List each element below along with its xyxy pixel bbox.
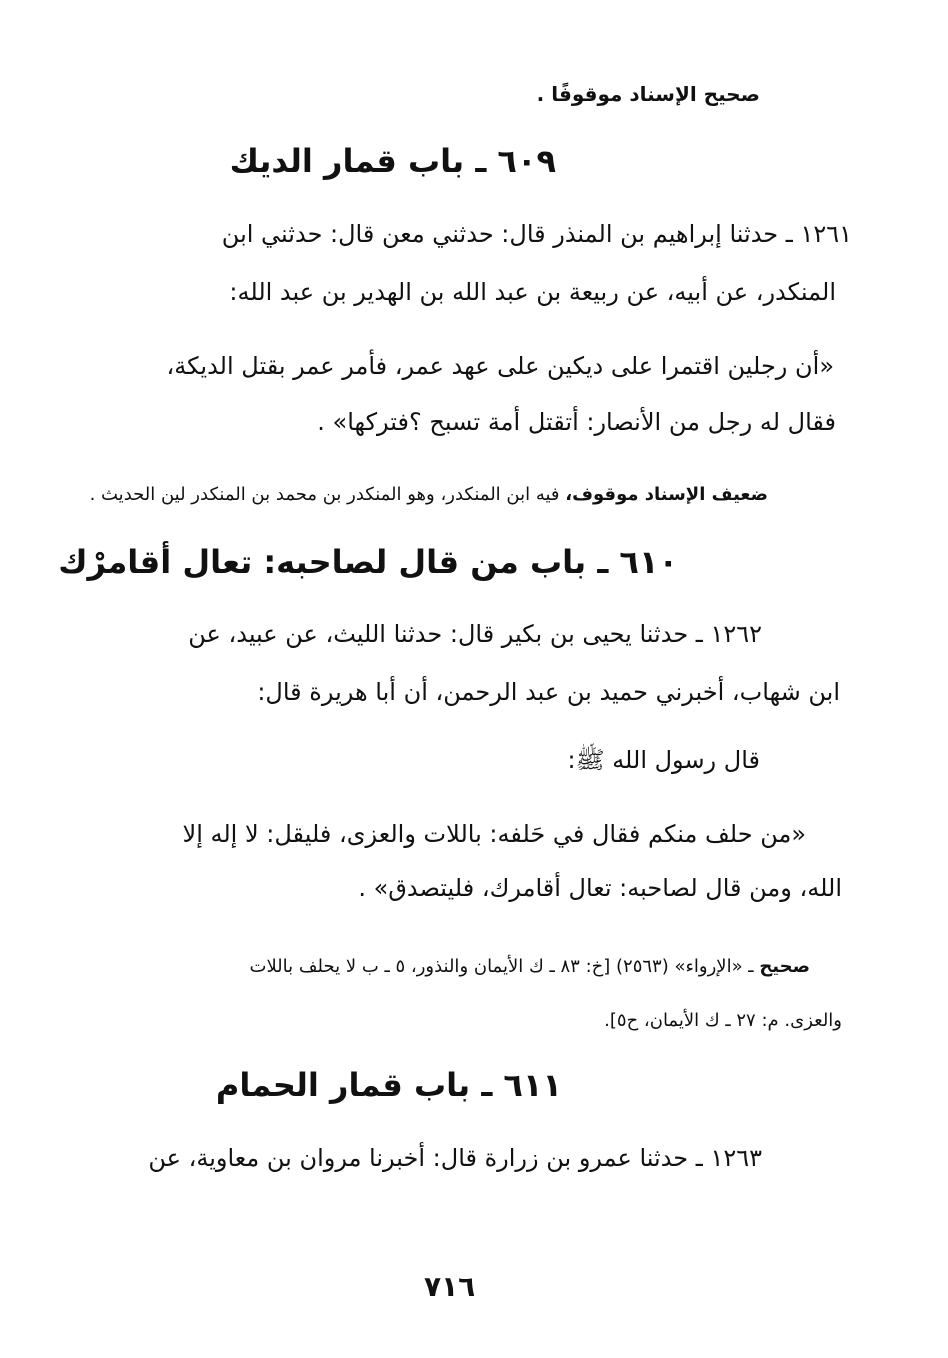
hadith-1261-line-1: ١٢٦١ ـ حدثنا إبراهيم بن المنذر قال: حدثني معن قال: حدثني ابن [221, 220, 852, 248]
hadith-1261-grading [90, 484, 768, 506]
grading-label: ضعيف الإسناد موقوف، [565, 484, 768, 505]
hadith-1262-line-2: ابن شهاب، أخبرني حميد بن عبد الرحمن، أن أبا هريرة قال: [257, 678, 840, 706]
hadith-1262-grading-line-2: والعزى. م: ٢٧ ـ ك الأيمان، ح٥]. [604, 1010, 842, 1031]
hadith-1262-matn-line-2: الله، ومن قال لصاحبه: تعال أقامرك، فليتصدق» . [358, 874, 842, 902]
hadith-1262-grading-line-1 [250, 956, 811, 978]
grading-line-previous: صحيح الإسناد موقوفًا . [536, 82, 760, 106]
chapter-heading-609: ٦٠٩ ـ باب قمار الديك [229, 142, 556, 180]
hadith-1261-matn-line-1: «أن رجلين اقتمرا على ديكين على عهد عمر، فأمر عمر بقتل الديكة، [166, 352, 834, 380]
hadith-1263-line-1: ١٢٦٣ ـ حدثنا عمرو بن زرارة قال: أخبرنا مروان بن معاوية، عن [148, 1144, 762, 1172]
hadith-1262-line-3: قال رسول الله ﷺ: [567, 746, 760, 774]
hadith-1261-line-2: المنكدر، عن أبيه، عن ربيعة بن عبد الله بن الهدير بن عبد الله: [229, 278, 836, 306]
grading-label: صحيح [759, 956, 810, 977]
page-number: ٧١٦ [424, 1270, 476, 1303]
grading-comment: فيه ابن المنكدر، وهو المنكدر بن محمد بن المنكدر لين الحديث . [89, 484, 566, 505]
chapter-heading-611: ٦١١ ـ باب قمار الحمام [215, 1066, 562, 1104]
hadith-1262-line-1: ١٢٦٢ ـ حدثنا يحيى بن بكير قال: حدثنا الليث، عن عبيد، عن [188, 620, 762, 648]
hadith-1262-matn-line-1: «من حلف منكم فقال في حَلفه: باللات والعزى، فليقل: لا إله إلا [182, 820, 806, 848]
chapter-heading-610: ٦١٠ ـ باب من قال لصاحبه: تعال أقامرْك [58, 543, 678, 581]
grading-comment: ـ «الإرواء» (٢٥٦٣) [خ: ٨٣ ـ ك الأيمان والنذور، ٥ ـ ب لا يحلف باللات [249, 956, 760, 977]
hadith-1261-matn-line-2: فقال له رجل من الأنصار: أتقتل أمة تسبح ؟فتركها» . [317, 408, 836, 436]
